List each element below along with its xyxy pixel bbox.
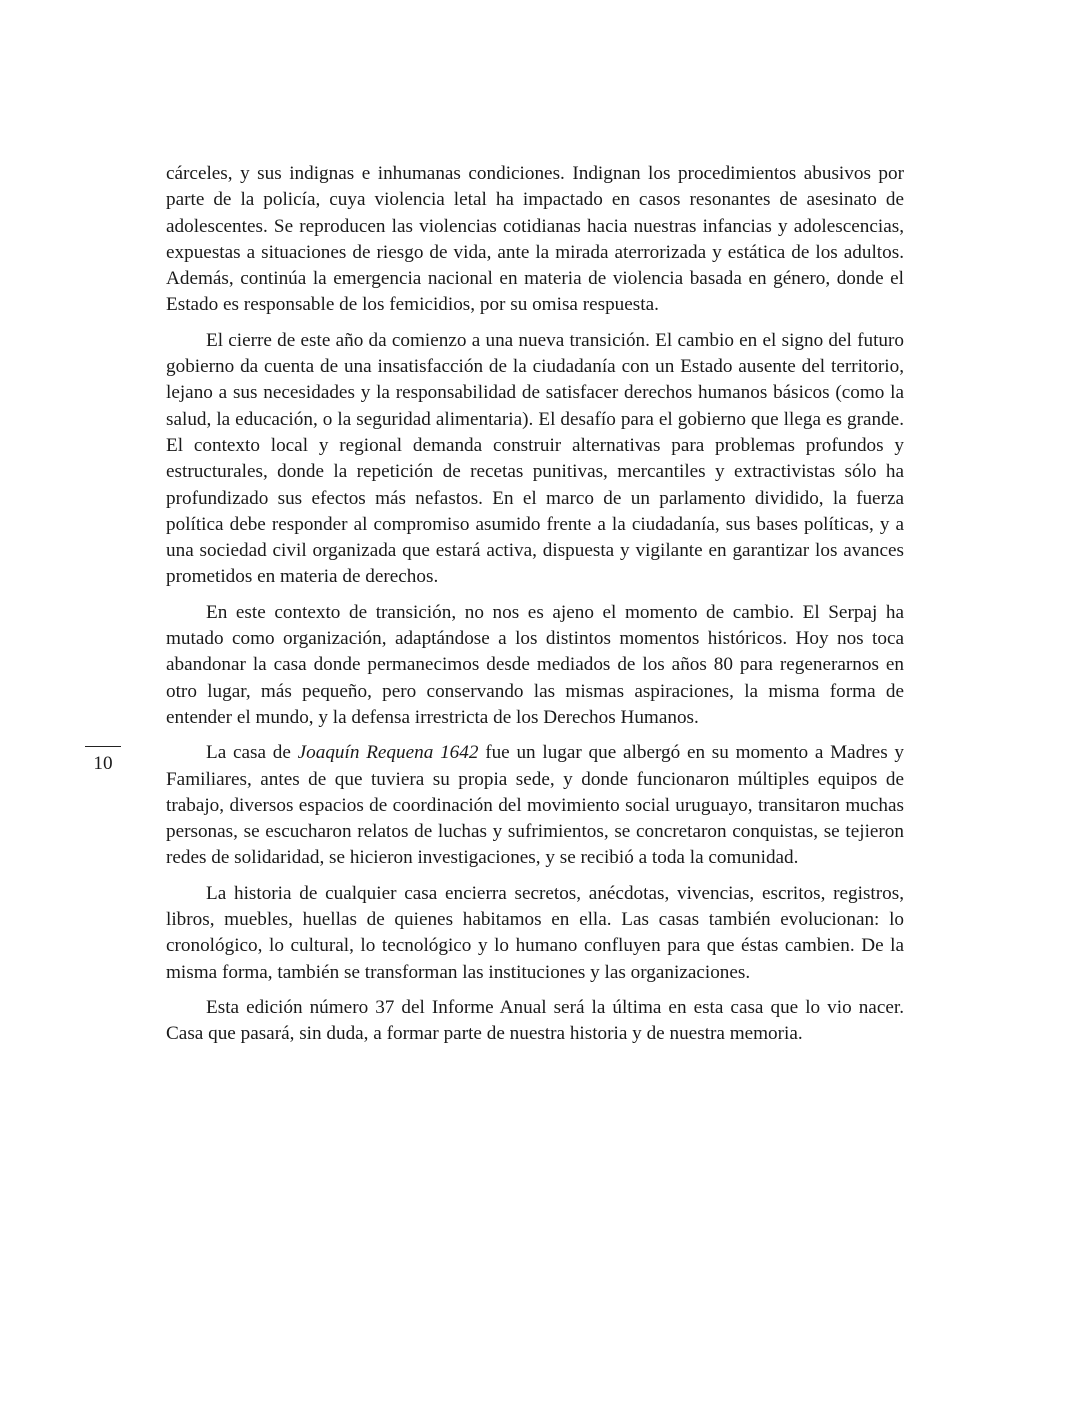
address-emphasis: Joaquín Requena 1642: [297, 742, 479, 764]
paragraph-4: [166, 740, 904, 871]
paragraph-2: El cierre de este año da comienzo a una nueva transición. El cambio en el signo del futuro gobierno da cuenta de una insatisfacción de la ciudadanía con un Estado ausente del territorio, lejano a sus necesidades y la responsabilidad de satisfacer derechos humanos básicos (como la salud, la educación, o la seguridad alimentaria). El desafío para el gobierno que llega es grande. El contexto local y regional demanda construir alternativas para problemas profundos y estructurales, donde la repetición de recetas punitivas, mercantiles y extractivistas sólo ha profundizado sus efectos más nefastos. En el marco de un parlamento dividido, la fuerza política debe responder al compromiso asumido frente a la ciudadanía, sus bases políticas, y a una sociedad civil organizada que estará activa, dispuesta y vigilante en garantizar los avances prometidos en materia de derechos.: [166, 329, 904, 588]
page-number: 10: [93, 753, 113, 774]
page-number-rule: [85, 746, 121, 747]
paragraph-4-rest: fue un lugar que albergó en su momento a Madres y Familiares, antes de que tuviera su propia sede, y donde funcionaron múltiples equipos de trabajo, diversos espacios de coordinación del movimiento social uruguayo, transitaron muchas personas, se escucharon relatos de luchas y sufrimientos, se concretaron conquistas, se tejieron redes de solidaridad, se hicieron investigaciones, y se recibió a toda la comunidad.: [166, 742, 904, 869]
paragraph-1: cárceles, y sus indignas e inhumanas condiciones. Indignan los procedimientos abusivos por parte de la policía, cuya violencia letal ha impactado en casos resonantes de asesinato de adolescentes. Se reproducen las violencias cotidianas hacia nuestras infancias y adolescencias, expuestas a situaciones de riesgo de vida, ante la mirada aterrorizada y estática de los adultos. Además, continúa la emergencia nacional en materia de violencia basada en género, donde el Estado es responsable de los femicidios, por su omisa respuesta.: [166, 163, 904, 316]
paragraph-6: Esta edición número 37 del Informe Anual será la última en esta casa que lo vio nacer. Casa que pasará, sin duda, a formar parte de nuestra historia y de nuestra memoria.: [166, 996, 904, 1045]
paragraph-4-lead: La casa de: [206, 742, 298, 764]
body-text: [166, 161, 904, 1048]
paragraph-5: La historia de cualquier casa encierra secretos, anécdotas, vivencias, escritos, registros, libros, muebles, huellas de quienes habitamos en ella. Las casas también evolucionan: lo cronológico, lo cultural, lo tecnológico y lo humano confluyen para que éstas cambien. De la misma forma, también se transforman las instituciones y las organizaciones.: [166, 882, 904, 983]
paragraph-3: En este contexto de transición, no nos es ajeno el momento de cambio. El Serpaj ha mutado como organización, adaptándose a los distintos momentos históricos. Hoy nos toca abandonar la casa donde permanecimos desde mediados de los años 80 para regenerarnos en otro lugar, más pequeño, pero conservando las mismas aspiraciones, la misma forma de entender el mundo, y la defensa irrestricta de los Derechos Humanos.: [166, 601, 904, 728]
